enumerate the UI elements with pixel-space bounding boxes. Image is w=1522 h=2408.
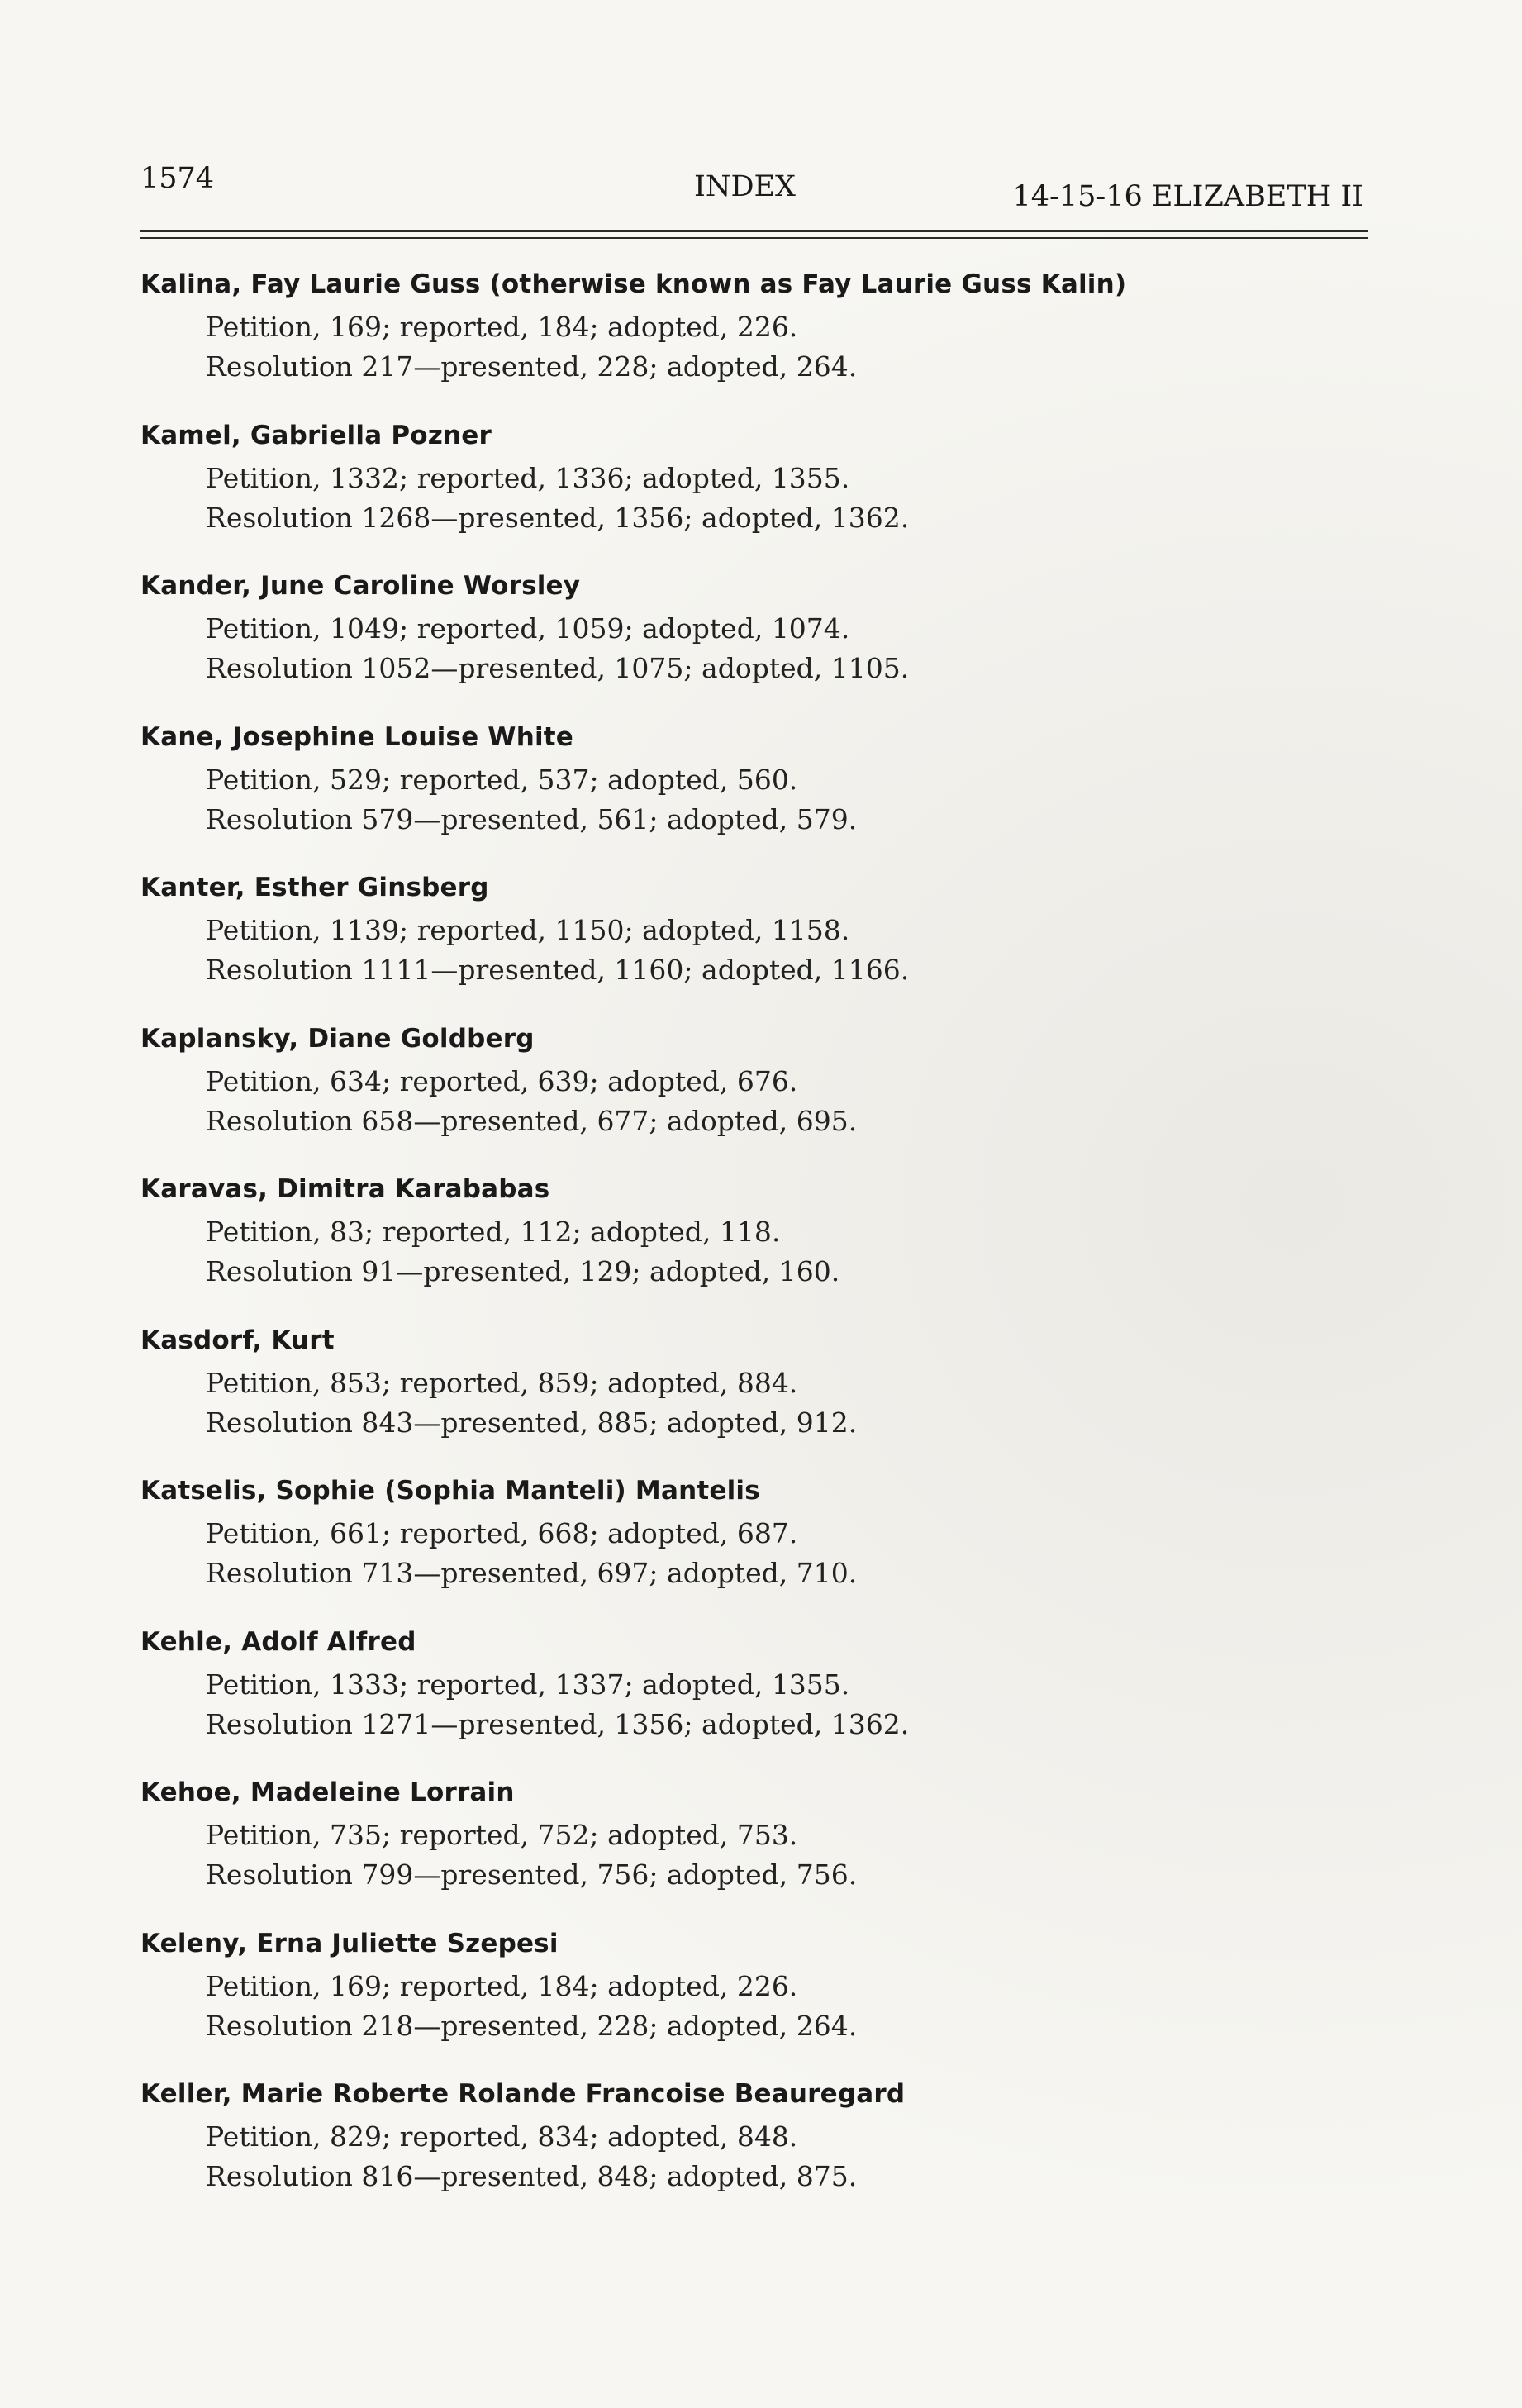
entry-petition: Petition, 853; reported, 859; adopted, 884. — [206, 1366, 798, 1399]
entry-name: Kasdorf, Kurt — [140, 1325, 335, 1355]
entry-name: Kanter, Esther Ginsberg — [140, 873, 489, 902]
page-title: INDEX — [694, 170, 796, 203]
entry-name: Karavas, Dimitra Karababas — [140, 1174, 550, 1204]
entry-petition: Petition, 1333; reported, 1337; adopted, 1355. — [206, 1668, 850, 1701]
index-entry — [140, 416, 1314, 567]
entry-petition: Petition, 1049; reported, 1059; adopted, 1074. — [206, 612, 850, 645]
entry-name: Kehle, Adolf Alfred — [140, 1626, 416, 1657]
entry-petition: Petition, 1332; reported, 1336; adopted, 1355. — [206, 461, 850, 494]
entry-petition: Petition, 83; reported, 112; adopted, 118. — [206, 1216, 781, 1248]
entry-resolution: Resolution 843—presented, 885; adopted, 912. — [206, 1406, 858, 1439]
entry-name: Katselis, Sophie (Sophia Manteli) Mantelis — [140, 1476, 760, 1506]
entry-resolution: Resolution 1268—presented, 1356; adopted, 1362. — [206, 501, 910, 534]
index-entry — [140, 264, 1314, 416]
header-rule-top — [140, 230, 1368, 232]
entry-name: Kane, Josephine Louise White — [140, 721, 574, 752]
entry-resolution: Resolution 579—presented, 561; adopted, 579. — [206, 802, 858, 835]
entry-petition: Petition, 169; reported, 184; adopted, 226. — [206, 1969, 798, 2002]
index-entry — [140, 1321, 1314, 1472]
index-entry — [140, 1622, 1314, 1773]
entry-petition: Petition, 529; reported, 537; adopted, 560. — [206, 763, 798, 796]
entry-name: Kander, June Caroline Worsley — [140, 571, 581, 601]
entry-name: Keller, Marie Roberte Rolande Francoise Beauregard — [140, 2079, 906, 2109]
entry-resolution: Resolution 799—presented, 756; adopted, 756. — [206, 1858, 858, 1891]
index-entry — [140, 1169, 1314, 1321]
index-entry — [140, 1773, 1314, 1924]
page-number: 1574 — [140, 162, 215, 195]
entry-resolution: Resolution 816—presented, 848; adopted, 875. — [206, 2160, 858, 2192]
entry-petition: Petition, 829; reported, 834; adopted, 848. — [206, 2120, 798, 2153]
index-entry — [140, 868, 1314, 1019]
index-entry — [140, 1924, 1314, 2075]
entry-name: Kaplansky, Diane Goldberg — [140, 1023, 535, 1054]
entry-name: Kehoe, Madeleine Lorrain — [140, 1777, 515, 1807]
index-entry — [140, 1019, 1314, 1170]
entry-petition: Petition, 661; reported, 668; adopted, 687. — [206, 1517, 798, 1549]
index-entry — [140, 1471, 1314, 1622]
entry-petition: Petition, 634; reported, 639; adopted, 676. — [206, 1064, 798, 1097]
entry-petition: Petition, 1139; reported, 1150; adopted, 1158. — [206, 914, 850, 946]
entry-resolution: Resolution 91—presented, 129; adopted, 160. — [206, 1255, 840, 1287]
entry-petition: Petition, 735; reported, 752; adopted, 753. — [206, 1819, 798, 1851]
index-entry — [140, 717, 1314, 868]
session-label: 14-15-16 ELIZABETH II — [1012, 180, 1363, 213]
index-entry — [140, 566, 1314, 717]
entry-resolution: Resolution 217—presented, 228; adopted, 264. — [206, 350, 858, 383]
entry-name: Kamel, Gabriella Pozner — [140, 420, 492, 450]
entry-resolution: Resolution 1111—presented, 1160; adopted, 1166. — [206, 954, 910, 986]
entry-name: Kalina, Fay Laurie Guss (otherwise known as Fay Laurie Guss Kalin) — [140, 269, 1127, 299]
index-entry — [140, 2074, 1314, 2225]
entry-resolution: Resolution 1271—presented, 1356; adopted, 1362. — [206, 1707, 910, 1740]
page-header — [140, 162, 1363, 212]
entry-resolution: Resolution 713—presented, 697; adopted, 710. — [206, 1557, 858, 1589]
entry-resolution: Resolution 658—presented, 677; adopted, 695. — [206, 1104, 858, 1137]
header-rule-bottom — [140, 237, 1368, 239]
entry-resolution: Resolution 1052—presented, 1075; adopted, 1105. — [206, 652, 910, 684]
entry-resolution: Resolution 218—presented, 228; adopted, 264. — [206, 2009, 858, 2042]
entry-petition: Petition, 169; reported, 184; adopted, 226. — [206, 311, 798, 343]
index-entries — [140, 264, 1314, 2225]
entry-name: Keleny, Erna Juliette Szepesi — [140, 1928, 559, 1958]
